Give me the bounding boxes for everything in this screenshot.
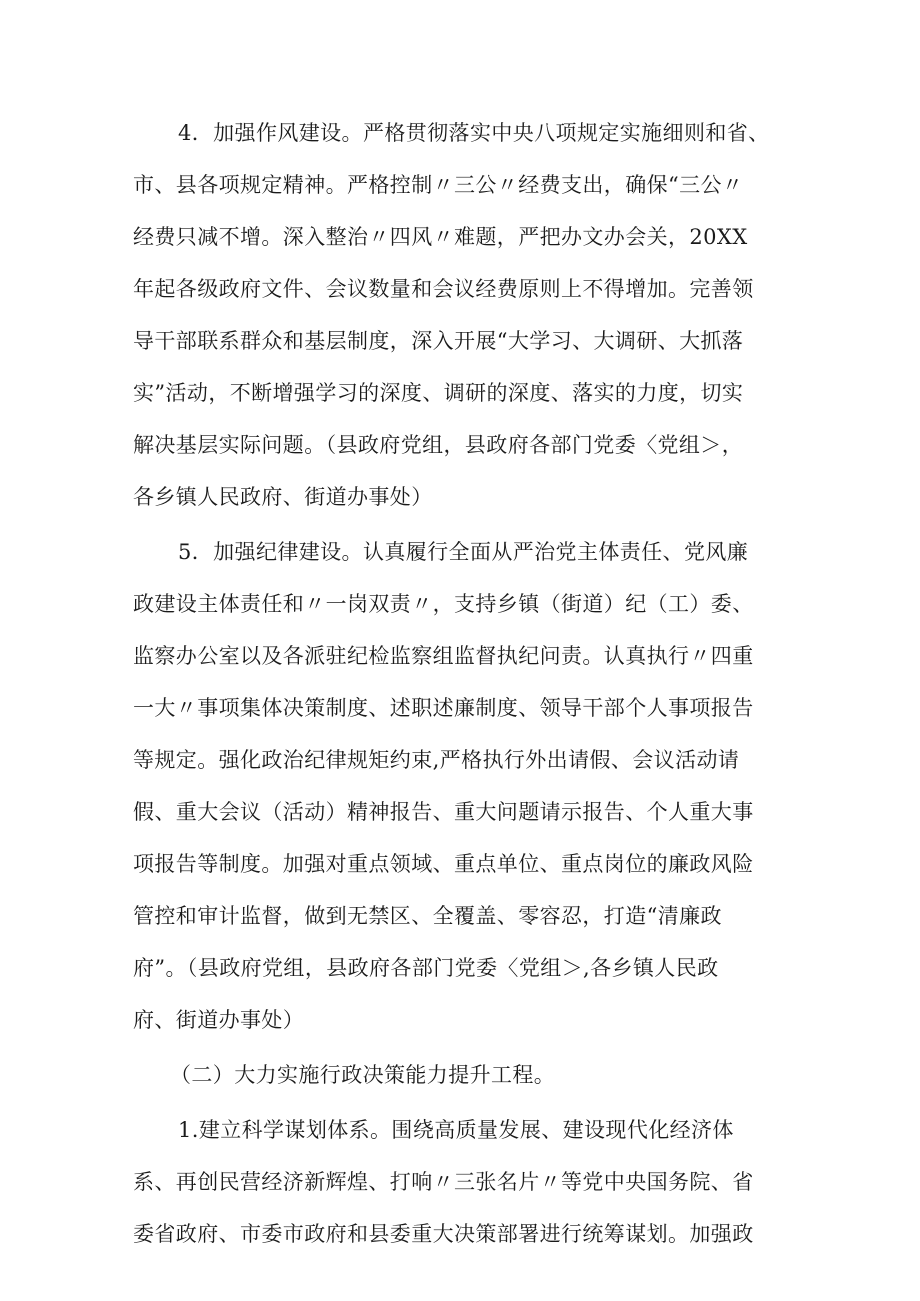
text-line: 各乡镇人民政府、街道办事处）: [133, 485, 433, 509]
text-line: 经费只减不增。深入整治〃四风〃难题，严把办文办会关，20XX: [133, 225, 748, 249]
text-line: 解决基层实际问题。（县政府党组，县政府各部门党委〈党组＞，: [133, 433, 744, 457]
text-line: 系、再创民营经济新辉煌、打响〃三张名片〃等党中央国务院、省: [133, 1170, 754, 1194]
text-line: 政建设主体责任和〃一岗双责〃，支持乡镇（街道）纪（工）委、: [133, 592, 754, 616]
text-line: 市、县各项规定精神。严格控制〃三公〃经费支出，确保“三公〃: [133, 173, 744, 197]
text-line: 假、重大会议（活动）精神报告、重大问题请示报告、个人重大事: [133, 800, 754, 824]
text-line: 1.建立科学谋划体系。围绕高质量发展、建设现代化经济体: [178, 1118, 734, 1142]
text-line: 实”活动，不断增强学习的深度、调研的深度、落实的力度，切实: [133, 381, 744, 405]
text-line: 委省政府、市委市政府和县委重大决策部署进行统筹谋划。加强政: [133, 1222, 754, 1246]
text-line: 年起各级政府文件、会议数量和会议经费原则上不得增加。完善领: [133, 277, 754, 301]
text-line: 5．加强纪律建设。认真履行全面从严治党主体责任、党风廉: [178, 540, 749, 564]
text-line: 等规定。强化政治纪律规矩约束,严格执行外出请假、会议活动请: [133, 748, 740, 772]
text-line: 府、街道办事处）: [133, 1008, 305, 1032]
text-line: 监察办公室以及各派驻纪检监察组监督执纪问责。认真执行〃四重: [133, 644, 754, 668]
heading-line: （二）大力实施行政决策能力提升工程。: [170, 1063, 556, 1087]
text-line: 4．加强作风建设。严格贯彻落实中央八项规定实施细则和省、: [178, 121, 770, 145]
text-line: 府”。（县政府党组，县政府各部门党委〈党组＞,各乡镇人民政: [133, 956, 719, 980]
text-line: 管控和审计监督，做到无禁区、全覆盖、零容忍，打造“清廉政: [133, 904, 722, 928]
text-line: 一大〃事项集体决策制度、述职述廉制度、领导干部个人事项报告: [133, 696, 754, 720]
text-line: 导干部联系群众和基层制度，深入开展“大学习、大调研、大抓落: [133, 329, 744, 353]
text-line: 项报告等制度。加强对重点领域、重点单位、重点岗位的廉政风险: [133, 852, 754, 876]
